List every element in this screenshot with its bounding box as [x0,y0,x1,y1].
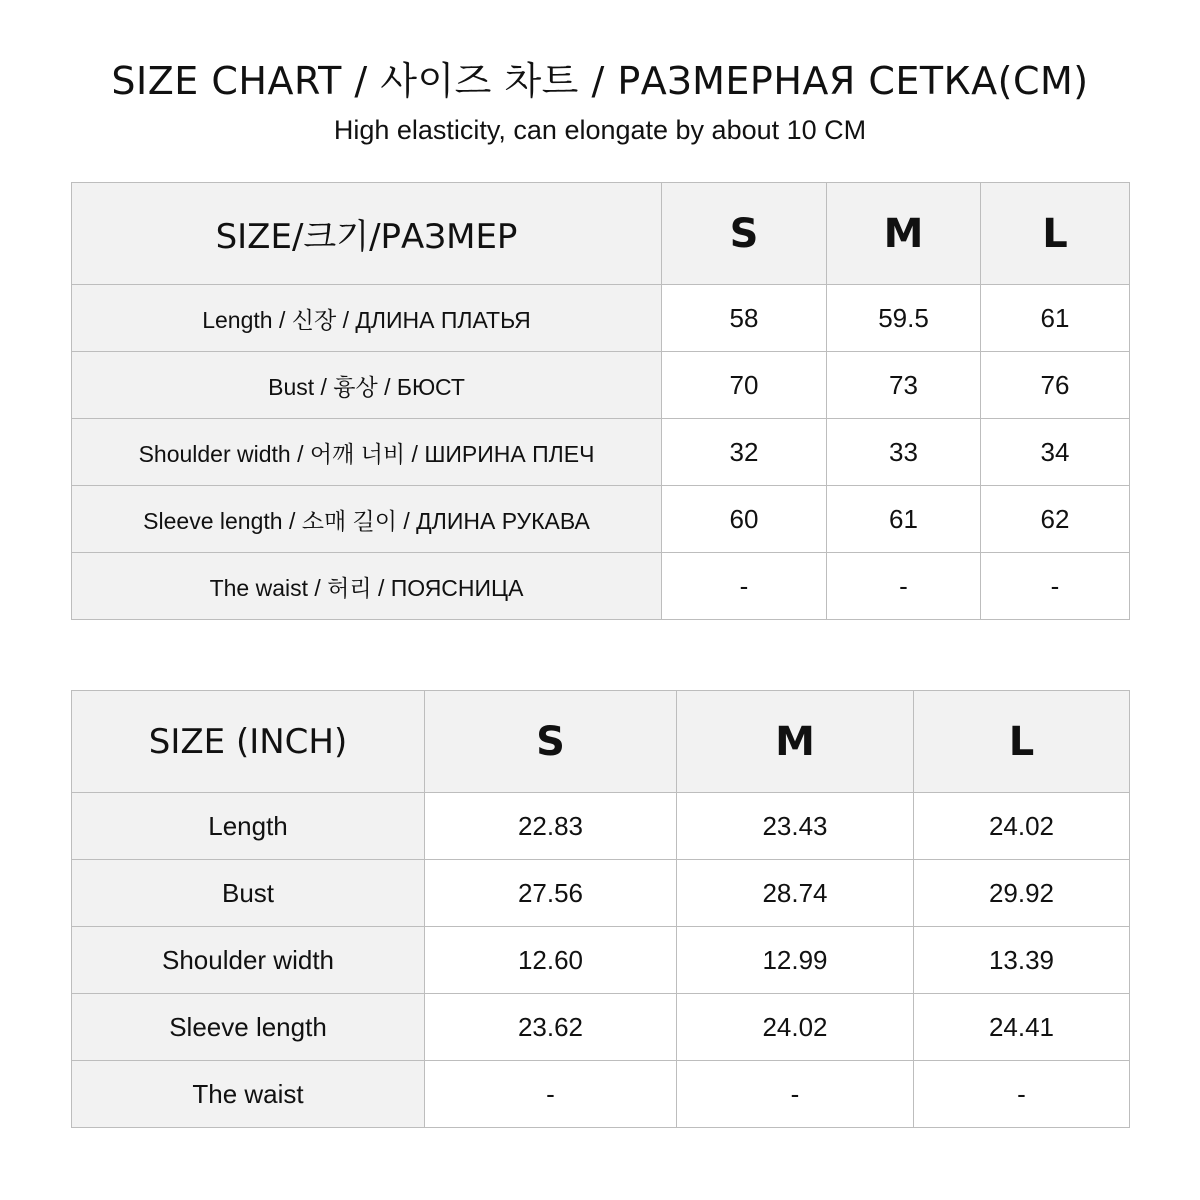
value-cell [827,486,981,553]
size-m-header: M [775,718,815,765]
value-cell [981,352,1130,419]
measurement-value: 58 [729,302,759,333]
measurement-value: 61 [1040,302,1070,333]
value-cell [662,553,827,620]
measurement-value: 34 [1040,436,1070,467]
page-subtitle: High elasticity, can elongate by about 10 CM [333,115,867,145]
value-cell [981,419,1130,486]
measurement-label: Shoulder width / 어깨 너비 / ШИРИНА ПЛЕЧ [138,440,595,467]
value-cell [981,285,1130,352]
row-label-cell [72,553,662,620]
table-row [72,553,1130,620]
header-label-cell [72,691,425,793]
value-cell [662,352,827,419]
value-cell [677,793,914,860]
table-row [72,486,1130,553]
value-cell [827,553,981,620]
table-row [72,285,1130,352]
size-m-header: M [883,210,924,257]
header-size-cell [827,183,981,285]
measurement-value: 13.39 [988,944,1055,975]
value-cell [425,1061,677,1128]
measurement-value: 33 [889,436,918,467]
table-row [72,927,1130,994]
value-cell [914,1061,1130,1128]
size-column-header: SIZE/크기/РАЗМЕР [215,217,518,257]
value-cell [425,793,677,860]
row-label-cell [72,860,425,927]
value-cell [662,419,827,486]
measurement-value: 62 [1040,503,1070,534]
value-cell [425,927,677,994]
row-label-cell [72,419,662,486]
header-size-cell [425,691,677,793]
row-label-cell [72,927,425,994]
table-row [72,352,1130,419]
measurement-value: 24.02 [762,1011,828,1042]
measurement-value: 24.02 [988,810,1055,841]
row-label-cell [72,285,662,352]
measurement-value: 23.43 [762,810,828,841]
row-label-cell [72,793,425,860]
value-cell [981,486,1130,553]
value-cell [677,1061,914,1128]
measurement-value: - [1017,1078,1026,1109]
measurement-value: - [546,1078,555,1109]
table-row [72,419,1130,486]
measurement-value: 24.41 [988,1011,1055,1042]
value-cell [827,285,981,352]
measurement-value: 59.5 [878,302,929,333]
value-cell [425,994,677,1061]
value-cell [914,927,1130,994]
size-s-header: S [729,210,759,257]
value-cell [662,285,827,352]
size-table-cm [71,182,1130,620]
size-column-header: SIZE (INCH) [148,721,348,762]
measurement-label: Bust [221,877,275,908]
measurement-label: Length / 신장 / ДЛИНА ПЛАТЬЯ [202,306,531,333]
value-cell [677,994,914,1061]
size-l-header: L [1008,718,1035,765]
measurement-label: The waist [192,1078,304,1109]
table-row [72,793,1130,860]
measurement-value: 27.56 [517,877,584,908]
measurement-value: 70 [729,369,759,400]
measurement-label: Sleeve length / 소매 길이 / ДЛИНА РУКАВА [143,507,590,534]
measurement-value: 29.92 [988,877,1055,908]
size-table-inch [71,690,1130,1128]
measurement-value: - [1050,570,1060,601]
row-label-cell [72,994,425,1061]
row-label-cell [72,1061,425,1128]
size-s-header: S [536,718,565,765]
value-cell [981,553,1130,620]
value-cell [677,927,914,994]
measurement-value: 76 [1040,369,1070,400]
measurement-value: 23.62 [517,1011,584,1042]
value-cell [662,486,827,553]
measurement-value: - [790,1078,800,1109]
table-header-row [72,183,1130,285]
measurement-label: Length [208,810,288,841]
measurement-value: 12.99 [762,944,828,975]
measurement-value: 12.60 [517,944,584,975]
size-l-header: L [1042,210,1068,257]
measurement-value: 28.74 [762,877,828,908]
measurement-label: Shoulder width [162,944,334,975]
measurement-value: 73 [889,369,918,400]
value-cell [827,419,981,486]
measurement-label: Sleeve length [169,1011,327,1042]
value-cell [914,860,1130,927]
header-size-cell [677,691,914,793]
row-label-cell [72,486,662,553]
value-cell [425,860,677,927]
value-cell [677,860,914,927]
table-row [72,1061,1130,1128]
measurement-value: 22.83 [517,810,584,841]
value-cell [914,994,1130,1061]
value-cell [827,352,981,419]
page-title: SIZE CHART / 사이즈 차트 / РАЗМЕРНАЯ СЕТКА(CM) [111,59,1089,103]
table-row [72,860,1130,927]
table-header-row [72,691,1130,793]
measurement-value: - [899,570,908,601]
measurement-value: 61 [889,503,918,534]
header-label-cell [72,183,662,285]
measurement-value: - [739,570,749,601]
measurement-value: 60 [729,503,759,534]
measurement-label: The waist / 허리 / ПОЯСНИЦА [209,574,524,601]
header-size-cell [662,183,827,285]
measurement-label: Bust / 흉상 / БЮСТ [268,373,465,400]
header-size-cell [981,183,1130,285]
measurement-value: 32 [729,436,759,467]
table-row [72,994,1130,1061]
row-label-cell [72,352,662,419]
header-size-cell [914,691,1130,793]
value-cell [914,793,1130,860]
